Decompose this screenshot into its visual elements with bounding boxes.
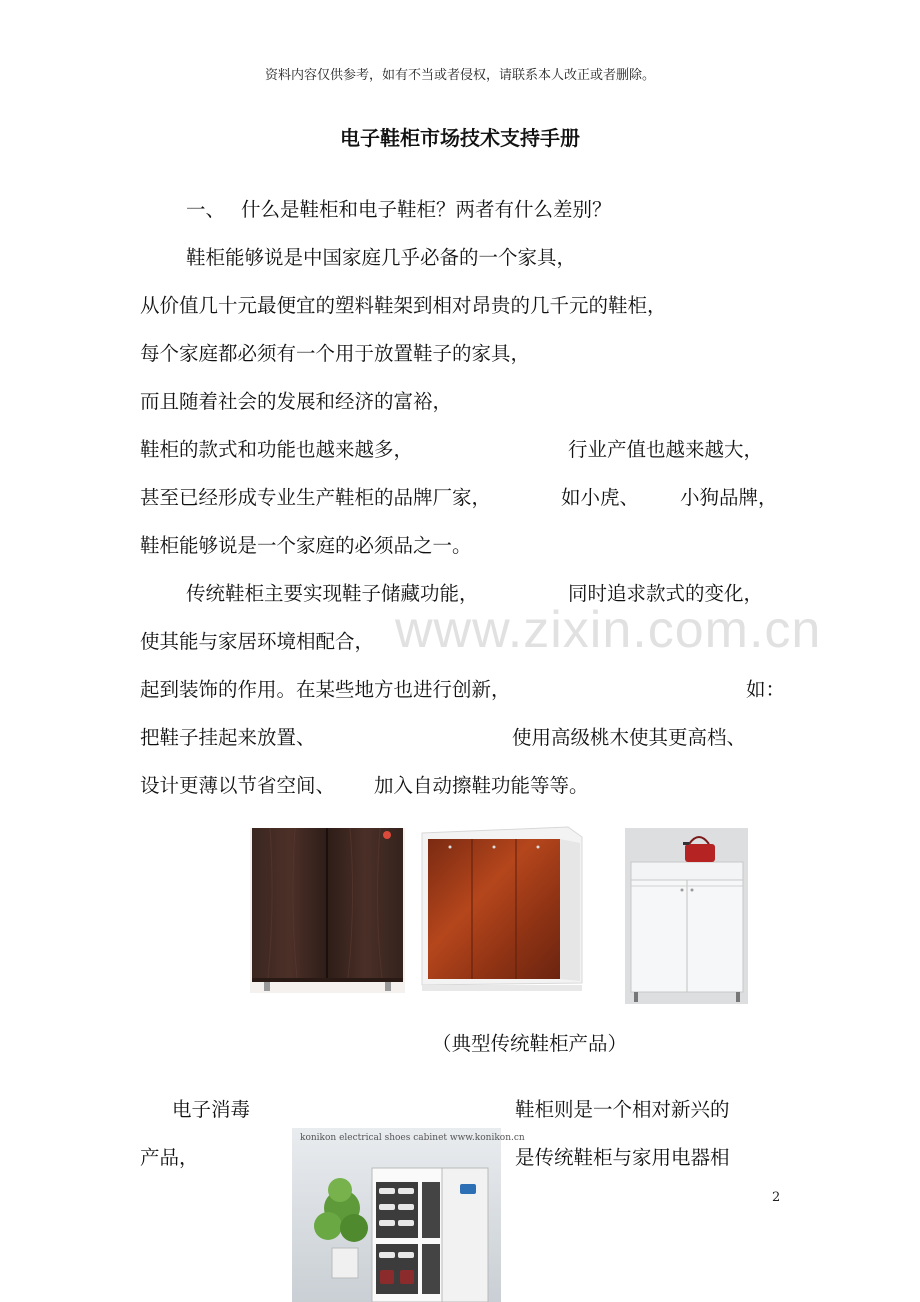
paragraph-line: 每个家庭都必须有一个用于放置鞋子的家具， (140, 342, 531, 365)
paragraph-line: 是传统鞋柜与家用电器相 (515, 1146, 730, 1169)
paragraph-line: 产品， (140, 1146, 199, 1169)
paragraph-line: 从价值几十元最便宜的塑料鞋架到相对昂贵的几千元的鞋柜， (140, 294, 667, 317)
paragraph-line: 使用高级桃木使其更高档、 (512, 726, 747, 749)
dark-wood-cabinet-image (250, 828, 405, 993)
paragraph-line: 把鞋子挂起来放置、 (140, 726, 316, 749)
document-title: 电子鞋柜市场技术支持手册 (340, 126, 580, 150)
paragraph-line: 起到装饰的作用。在某些地方也进行创新， (140, 678, 511, 701)
section-number: 一、 (186, 198, 226, 221)
paragraph-line: 同时追求款式的变化， (568, 582, 764, 605)
image-caption: （典型传统鞋柜产品） (432, 1032, 628, 1055)
paragraph-line: 行业产值也越来越大， (568, 438, 764, 461)
red-gloss-cabinet-image (418, 823, 586, 996)
page-number: 2 (772, 1190, 781, 1205)
paragraph-line: 电子消毒 (172, 1098, 251, 1121)
paragraph-line: 鞋柜的款式和功能也越来越多， (140, 438, 414, 461)
paragraph-line: 如： (746, 678, 786, 701)
watermark: www.zixin.com.cn (395, 601, 822, 659)
paragraph-line: 鞋柜能够说是中国家庭几乎必备的一个家具， (186, 246, 577, 269)
section-heading: 什么是鞋柜和电子鞋柜？两者有什么差别？ (241, 198, 612, 221)
paragraph-line: 甚至已经形成专业生产鞋柜的品牌厂家， (140, 486, 492, 509)
paragraph-line: 传统鞋柜主要实现鞋子储藏功能， (186, 582, 479, 605)
paragraph-line: 设计更薄以节省空间、 (140, 774, 336, 797)
paragraph-line: 鞋柜则是一个相对新兴的 (515, 1098, 730, 1121)
paragraph-line: 如小虎、 (561, 486, 640, 509)
white-cabinet-image (625, 828, 748, 1004)
konikon-cabinet-image (292, 1128, 501, 1302)
paragraph-line: 使其能与家居环境相配合， (140, 630, 375, 653)
paragraph-line: 小狗品牌， (680, 486, 778, 509)
header-disclaimer: 资料内容仅供参考，如有不当或者侵权，请联系本人改正或者删除。 (264, 68, 655, 83)
konikon-image-text: konikon electrical shoes cabinet www.konikon.cn (300, 1133, 525, 1143)
paragraph-line: 鞋柜能够说是一个家庭的必须品之一。 (140, 534, 472, 557)
paragraph-line: 加入自动擦鞋功能等等。 (374, 774, 589, 797)
paragraph-line: 而且随着社会的发展和经济的富裕， (140, 390, 453, 413)
